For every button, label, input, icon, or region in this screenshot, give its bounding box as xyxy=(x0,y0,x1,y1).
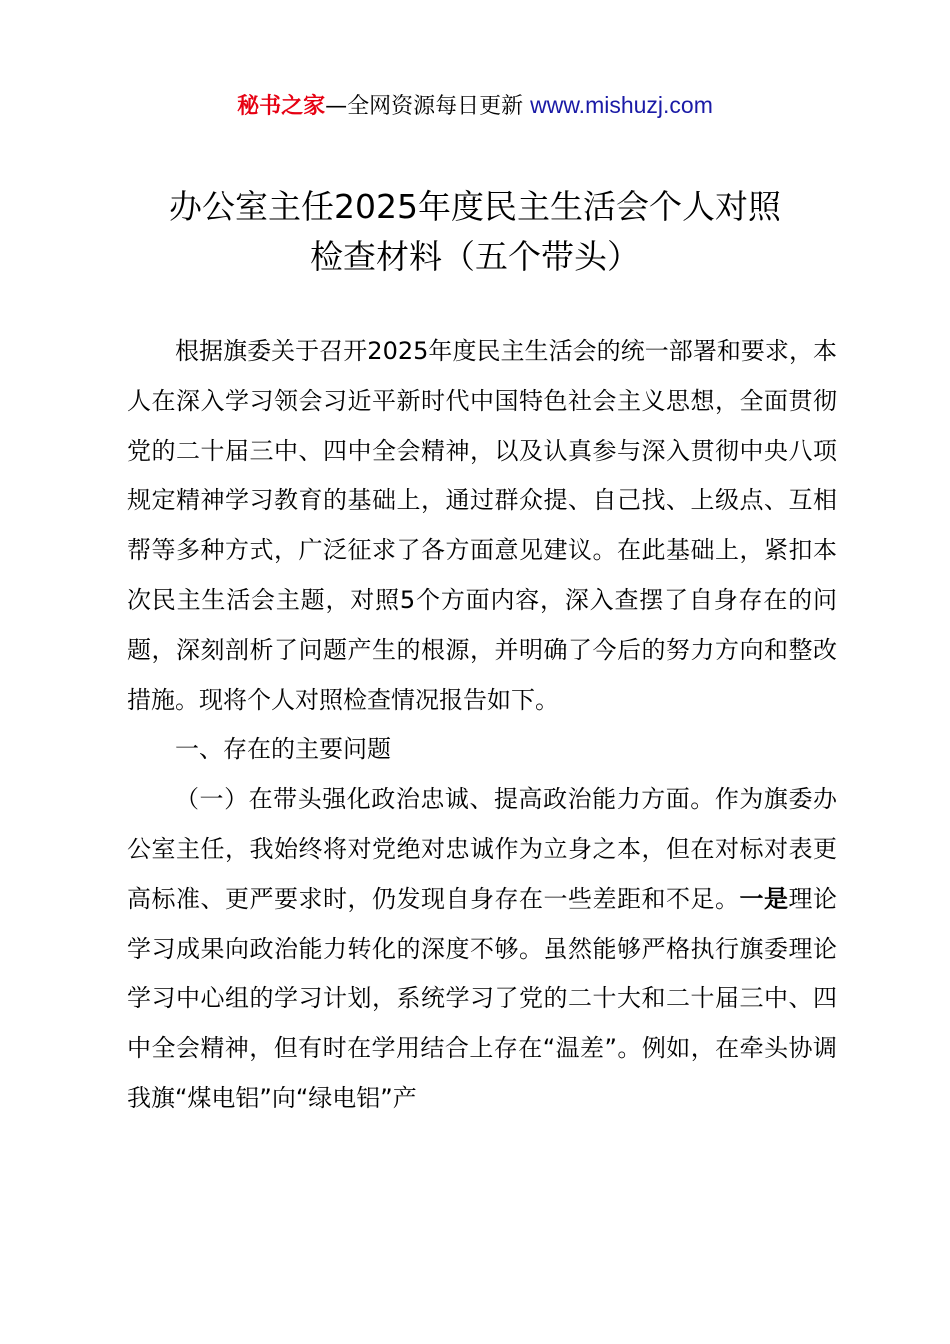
document-body xyxy=(127,327,837,1124)
title-line-1: 办公室主任2025年度民主生活会个人对照 xyxy=(169,187,781,226)
section-heading: 一、存在的主要问题 xyxy=(175,735,391,764)
problem-detail-text: 理论学习成果向政治能力转化的深度不够。虽然能够严格执行旗委理论学习中心组的学习计划，系统学习了党的二十大和二十届三中、四中全会精神，但有时在学用结合上存在“温差”。例如，在牵头协调我旗“煤电铝”向“绿电铝”产 xyxy=(127,884,837,1112)
intro-paragraph: 根据旗委关于召开2025年度民主生活会的统一部署和要求，本人在深入学习领会习近平新时代中国特色社会主义思想，全面贯彻党的二十届三中、四中全会精神，以及认真参与深入贯彻中央八项规定精神学习教育的基础上，通过群众提、自己找、上级点、互相帮等多种方式，广泛征求了各方面意见建议。在此基础上，紧扣本次民主生活会主题，对照5个方面内容，深入查摆了自身存在的问题，深刻剖析了问题产生的根源，并明确了今后的努力方向和整改措施。现将个人对照检查情况报告如下。 xyxy=(127,337,837,714)
brand-name: 秘书之家 xyxy=(237,94,326,119)
header-tagline: —全网资源每日更新 xyxy=(325,94,531,119)
problem-intro-text: （一）在带头强化政治忠诚、提高政治能力方面。作为旗委办公室主任，我始终将对党绝对忠诚作为立身之本，但在对标对表更高标准、更严要求时，仍发现自身存在一些差距和不足。 xyxy=(127,785,837,913)
point-marker: 一是 xyxy=(739,884,789,913)
document-title xyxy=(0,182,950,282)
site-url-link[interactable]: www.mishuzj.com xyxy=(530,92,713,118)
title-line-2: 检查材料（五个带头） xyxy=(310,237,640,276)
problem-paragraph xyxy=(127,775,837,1124)
site-header xyxy=(0,88,950,124)
